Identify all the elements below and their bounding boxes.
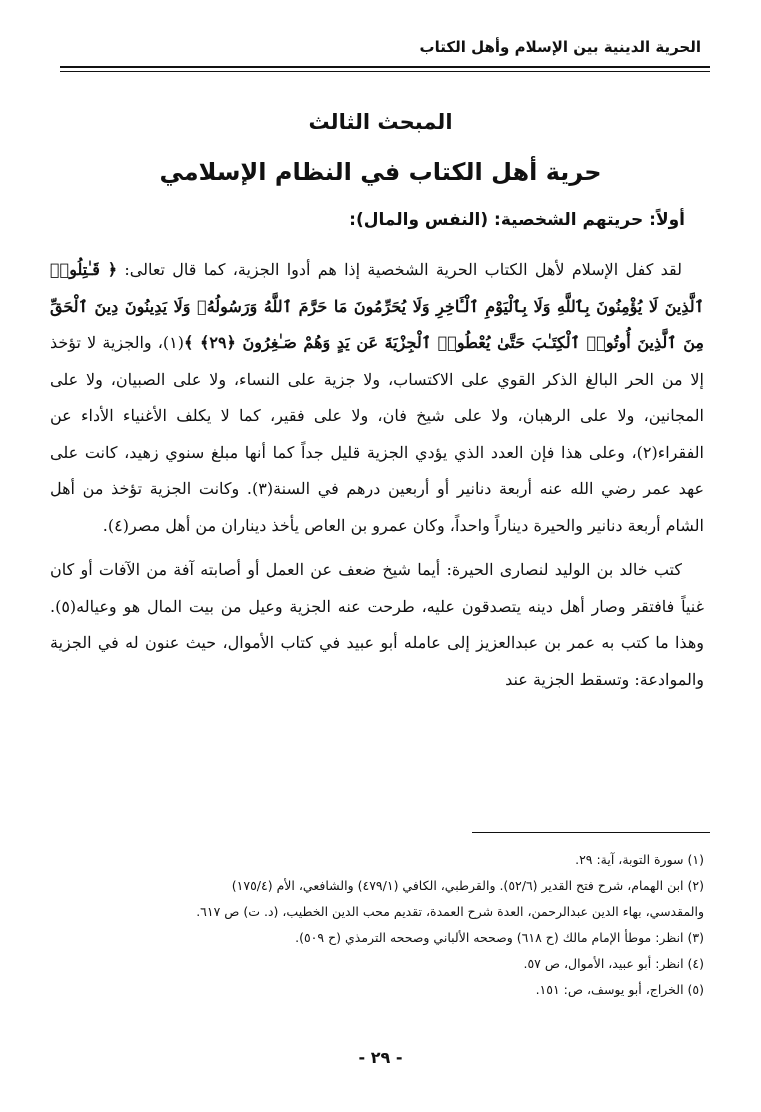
body-text [50, 252, 704, 698]
header-rule-thin [60, 71, 710, 72]
page-number: - ٢٩ - [358, 1048, 403, 1067]
footnotes [44, 847, 704, 1003]
quran-verse: ﴿ قَـٰتِلُوا۟ ٱلَّذِينَ لَا يُؤْمِنُونَ بِٱللَّهِ وَلَا بِٱلْيَوْمِ ٱلْـَٔاخِرِ وَلَا يُحَرِّمُونَ مَا حَرَّمَ ٱللَّهُ وَرَسُولُهُۥ وَلَا يَدِينُونَ دِينَ ٱلْحَقِّ مِنَ ٱلَّذِينَ أُوتُوا۟ ٱلْكِتَـٰبَ حَتَّىٰ يُعْطُوا۟ ٱلْجِزْيَةَ عَن يَدٍ وَهُمْ صَـٰغِرُونَ ﴿٢٩﴾ ﴾ [50, 260, 705, 352]
footnote-1: (١) سورة التوبة، آية: ٢٩. [575, 852, 704, 867]
paragraph-1-intro: لقد كفل الإسلام لأهل الكتاب الحرية الشخصية إذا هم أدوا الجزية، كما قال تعالى: [117, 260, 683, 279]
header-rule [60, 66, 710, 68]
paragraph-1-continuation: (١)، والجزية لا تؤخذ إلا من الحر البالغ الذكر القوي على الاكتساب، ولا جزية على النساء، ولا على الصبيان، ولا على المجانين، ولا على الرهبان، ولا على شيخ فان، ولا على فقير، كما لا يكلف الأغنياء الأداء عن الفقراء(٢)، وعلى هذا فإن العدد الذي يؤدي الجزية قليل جداً كما أنها مبلغ سنوي زهيد، كانت على عهد عمر رضي الله عنه أربعة دنانير أو أربعين درهم في السنة(٣). وكانت الجزية تؤخذ من أهل الشام أربعة دنانير والحيرة ديناراً واحداً، وكان عمرو بن العاص يأخذ ديناران من أهل مصر(٤). [50, 333, 705, 535]
footnote-5: (٥) الخراج، أبو يوسف، ص: ١٥١. [535, 982, 704, 997]
subheading: أولاً: حريتهم الشخصية: (النفس والمال): [349, 210, 685, 230]
running-header: الحرية الدينية بين الإسلام وأهل الكتاب [419, 38, 701, 56]
chapter-title: حرية أهل الكتاب في النظام الإسلامي [159, 158, 602, 186]
paragraph-1 [50, 252, 704, 544]
footnote-4: (٤) انظر: أبو عبيد، الأموال، ص ٥٧. [523, 956, 704, 971]
footnote-2-continued: والمقدسي، بهاء الدين عبدالرحمن، العدة شرح العمدة، تقديم محب الدين الخطيب، (د. ت) ص ٦١٧. [196, 904, 704, 919]
paragraph-2: كتب خالد بن الوليد لنصارى الحيرة: أيما شيخ ضعف عن العمل أو أصابته آفة من الآفات أو كان غنياً فافتقر وصار أهل دينه يتصدقون عليه، طرحت عنه الجزية وعيل من بيت المال هو وعياله(٥). وهذا ما كتب به عمر بن عبدالعزيز إلى عامله أبو عبيد في كتاب الأموال، حيث عنون له في الجزية والموادعة: وتسقط الجزية عند [50, 560, 704, 689]
footnote-rule [472, 832, 710, 833]
section-title: المبحث الثالث [308, 110, 453, 134]
footnote-3: (٣) انظر: موطأ الإمام مالك (ح ٦١٨) وصححه الألباني وصححه الترمذي (ح ٥٠٩). [295, 930, 704, 945]
footnote-2: (٢) ابن الهمام، شرح فتح القدير (٥٢/٦). والقرطبي، الكافي (٤٧٩/١) والشافعي، الأم (١٧٥/٤) [231, 878, 704, 893]
